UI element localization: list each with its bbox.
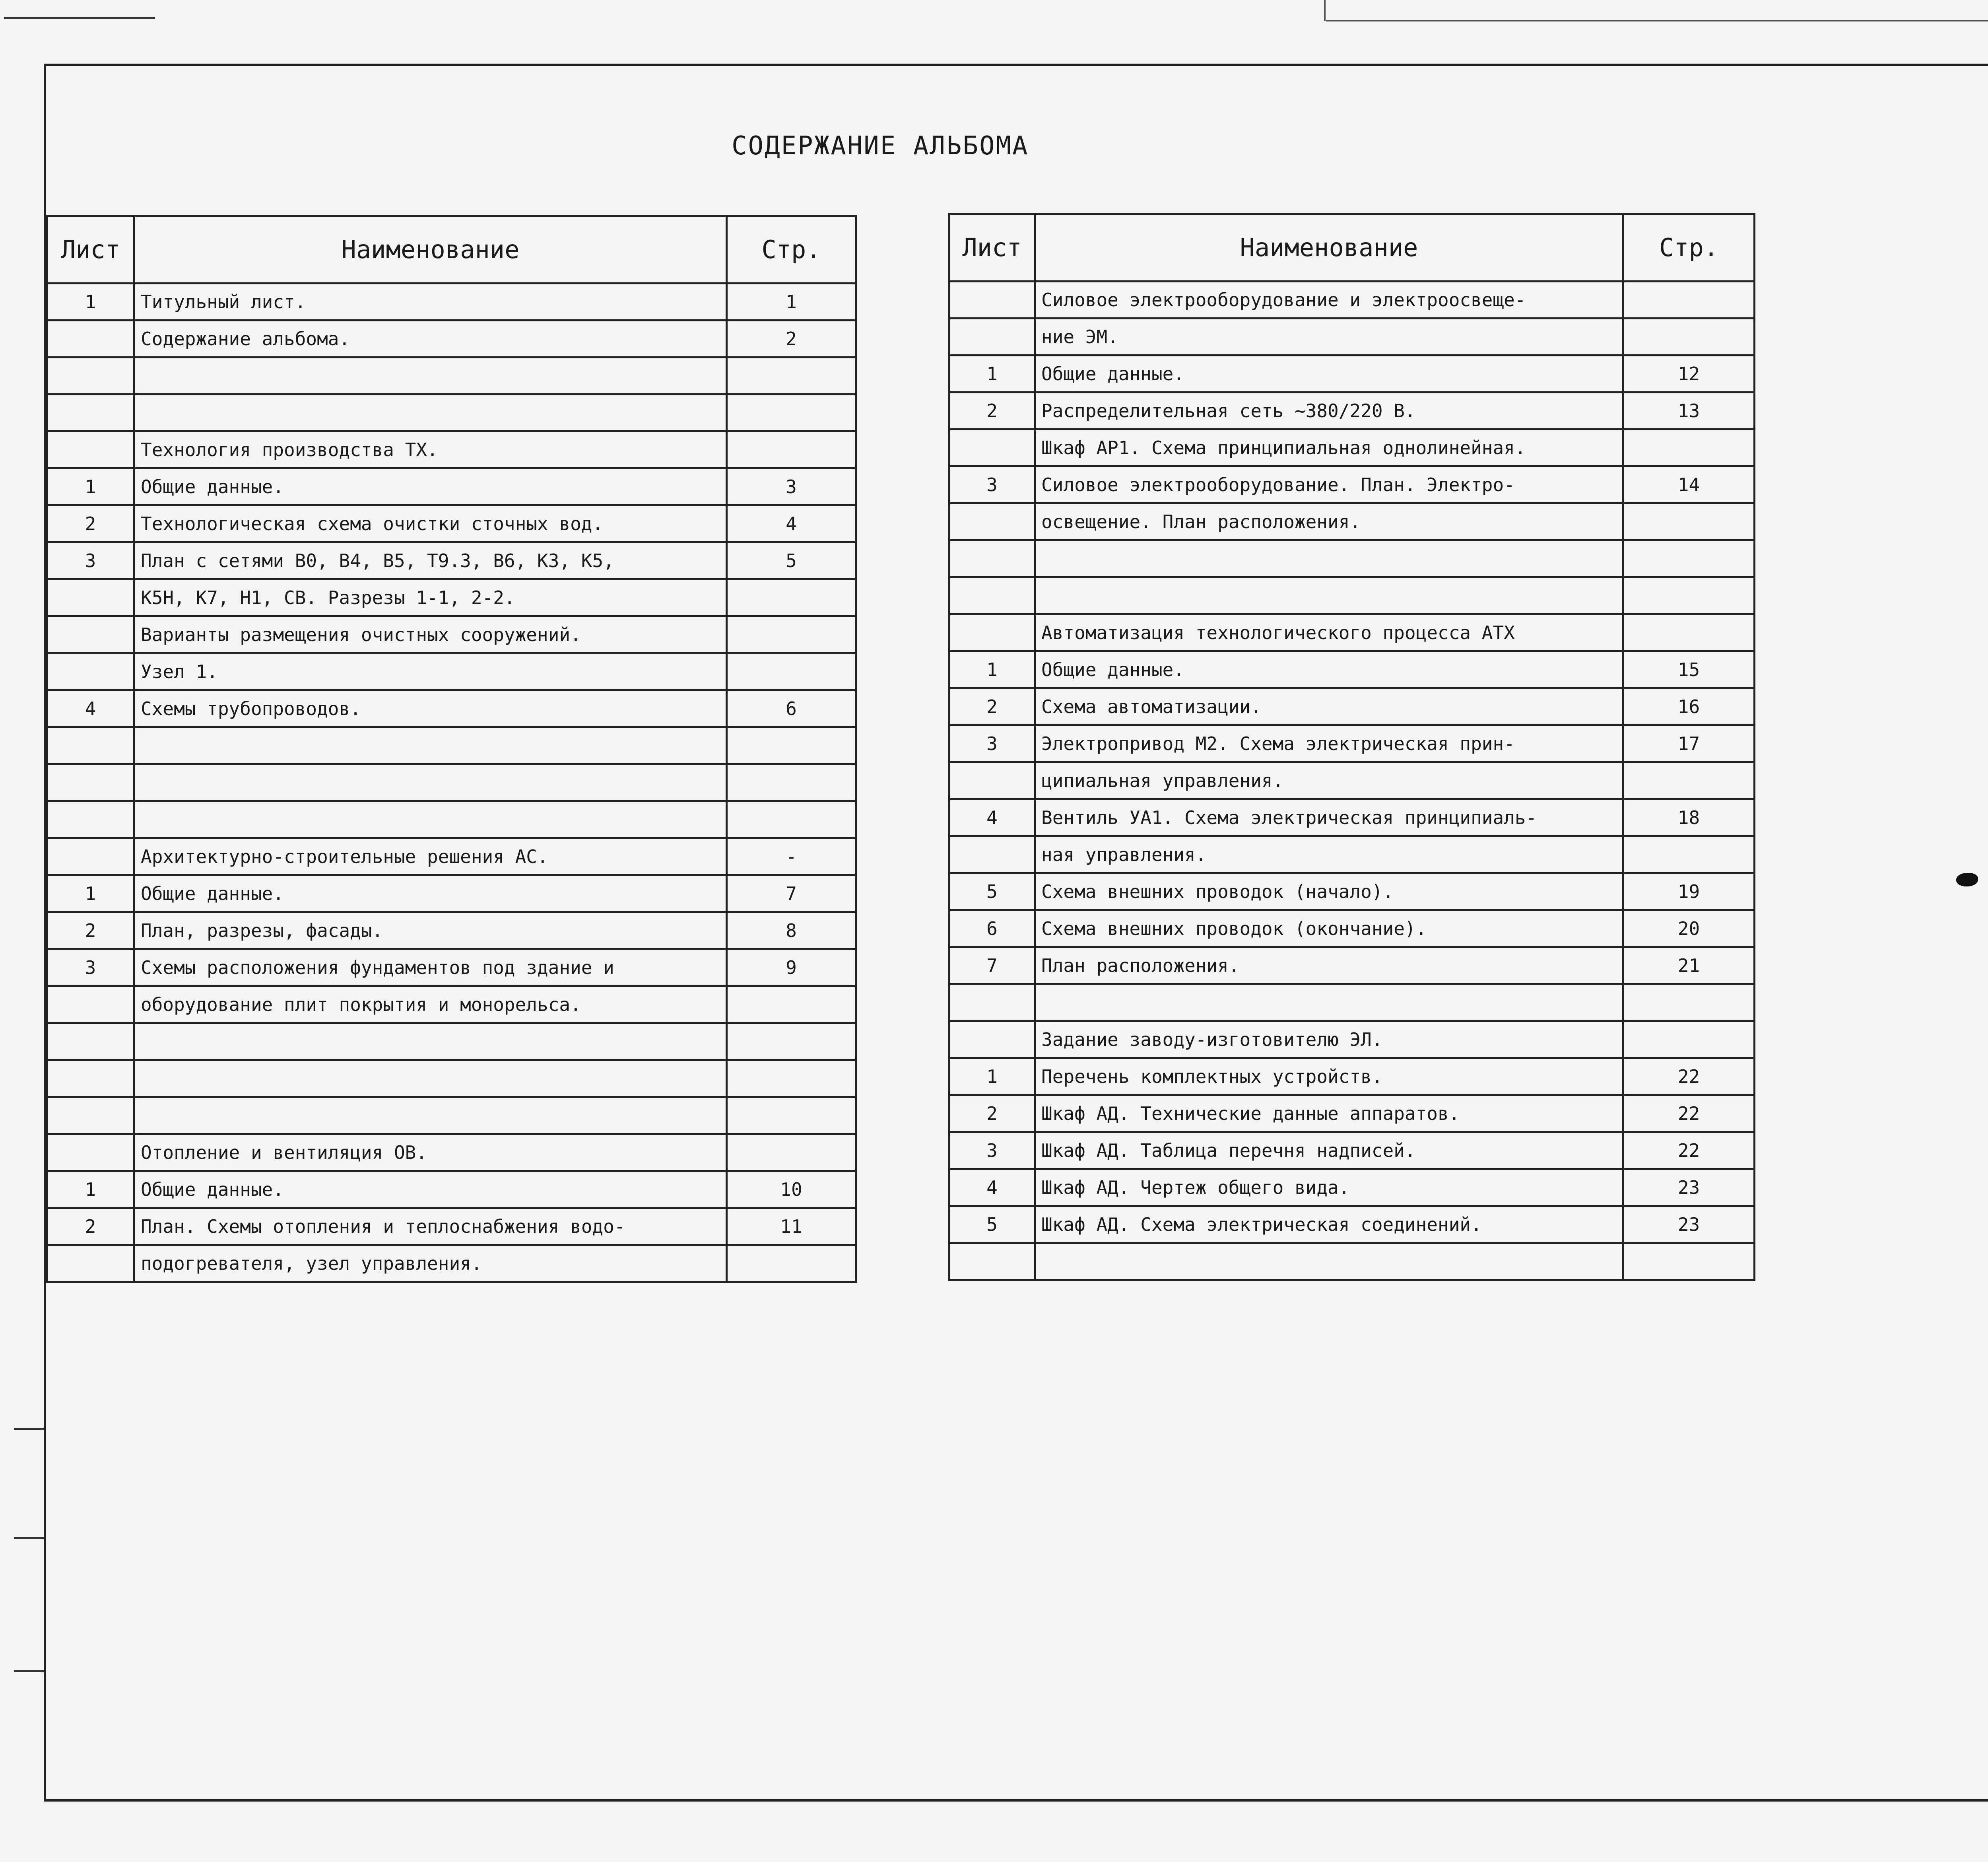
cell-name: Схемы трубопроводов.: [134, 690, 727, 727]
cell-sheet: [949, 430, 1035, 466]
cell-name: Общие данные.: [1035, 651, 1623, 688]
table-row: [949, 466, 1755, 503]
cell-page: 1: [727, 284, 856, 321]
cell-sheet: 3: [949, 1132, 1035, 1169]
table-row: [47, 1097, 856, 1134]
cell-page: 7: [727, 875, 856, 912]
cell-sheet: [949, 319, 1035, 356]
table-row: [47, 838, 856, 875]
table-row: [47, 653, 856, 690]
cell-page: [1623, 836, 1755, 873]
cell-sheet: 4: [47, 690, 134, 727]
cell-page: 22: [1623, 1058, 1755, 1095]
cell-sheet: [949, 282, 1035, 319]
cell-sheet: [47, 986, 134, 1023]
table-row: [949, 799, 1755, 836]
cell-name: подогревателя, узел управления.: [134, 1245, 727, 1282]
cell-sheet: [47, 579, 134, 616]
cell-page: 22: [1623, 1132, 1755, 1169]
cell-sheet: [949, 503, 1035, 540]
table-row: [949, 910, 1755, 947]
cell-page: [727, 1023, 856, 1060]
cell-name: оборудование плит покрытия и монорельса.: [134, 986, 727, 1023]
table-row: [949, 762, 1755, 799]
cell-name: [134, 395, 727, 431]
table-row: [47, 616, 856, 653]
table-row: [949, 984, 1755, 1021]
binding-margin-tick: [14, 1428, 44, 1430]
cell-name: Технологическая схема очистки сточных вод.: [134, 505, 727, 542]
cell-page: -: [727, 838, 856, 875]
cell-sheet: 2: [47, 1208, 134, 1245]
table-row: [47, 284, 856, 321]
cell-page: 23: [1623, 1206, 1755, 1243]
cell-sheet: [47, 431, 134, 468]
cell-sheet: 2: [47, 505, 134, 542]
cell-sheet: 3: [949, 466, 1035, 503]
cell-name: Общие данные.: [134, 468, 727, 505]
cell-sheet: [949, 762, 1035, 799]
table-row: [47, 949, 856, 986]
cell-page: 13: [1623, 393, 1755, 430]
cell-sheet: 2: [47, 912, 134, 949]
table-row: [47, 727, 856, 764]
table-row: [949, 836, 1755, 873]
cell-page: [727, 801, 856, 838]
cell-sheet: 1: [47, 875, 134, 912]
cell-sheet: 2: [949, 1095, 1035, 1132]
cell-page: 17: [1623, 725, 1755, 762]
cell-page: 16: [1623, 688, 1755, 725]
cell-sheet: [949, 836, 1035, 873]
cell-page: 8: [727, 912, 856, 949]
cell-page: [727, 727, 856, 764]
table-row: [949, 356, 1755, 393]
cell-page: [727, 358, 856, 395]
cell-sheet: [47, 653, 134, 690]
cell-page: 12: [1623, 356, 1755, 393]
cell-page: 18: [1623, 799, 1755, 836]
table-row: [47, 986, 856, 1023]
cell-page: 23: [1623, 1169, 1755, 1206]
cell-page: 10: [727, 1171, 856, 1208]
table-row: [47, 764, 856, 801]
cell-page: 22: [1623, 1095, 1755, 1132]
cell-name: План расположения.: [1035, 947, 1623, 984]
table-row: [47, 468, 856, 505]
cell-page: 6: [727, 690, 856, 727]
cell-page: [727, 1097, 856, 1134]
cell-name: [134, 1060, 727, 1097]
cell-sheet: [47, 1134, 134, 1171]
cell-name: Отопление и вентиляция ОВ.: [134, 1134, 727, 1171]
table-row: [47, 801, 856, 838]
table-row: [949, 873, 1755, 910]
table-row: [949, 725, 1755, 762]
column-header-sheet: Лист: [949, 214, 1035, 282]
cell-page: [1623, 540, 1755, 577]
table-row: [949, 1132, 1755, 1169]
column-header-name: Наименование: [1035, 214, 1623, 282]
cell-sheet: [949, 540, 1035, 577]
table-row: [47, 1171, 856, 1208]
cell-page: [1623, 319, 1755, 356]
cell-name: [134, 764, 727, 801]
cell-page: [727, 653, 856, 690]
cell-sheet: [47, 764, 134, 801]
cell-page: [727, 986, 856, 1023]
binding-margin-tick: [14, 1670, 44, 1672]
table-row: [47, 1208, 856, 1245]
cell-page: [1623, 1243, 1755, 1280]
cell-name: [134, 801, 727, 838]
cell-page: [727, 764, 856, 801]
cell-name: План с сетями В0, В4, В5, Т9.3, В6, К3, К5,: [134, 542, 727, 579]
table-row: [47, 1060, 856, 1097]
table-row: [949, 282, 1755, 319]
cell-page: 5: [727, 542, 856, 579]
table-row: [47, 875, 856, 912]
binding-margin-tick: [14, 1537, 44, 1539]
cell-sheet: 5: [949, 1206, 1035, 1243]
cell-name: [1035, 984, 1623, 1021]
cell-sheet: [47, 801, 134, 838]
cell-sheet: 2: [949, 688, 1035, 725]
table-row: [47, 579, 856, 616]
table-row: [949, 614, 1755, 651]
cell-page: [727, 395, 856, 431]
cell-name: Шкаф АР1. Схема принципиальная однолинейная.: [1035, 430, 1623, 466]
cell-name: Архитектурно-строительные решения АС.: [134, 838, 727, 875]
cell-sheet: [949, 984, 1035, 1021]
cell-page: 3: [727, 468, 856, 505]
table-row: [949, 540, 1755, 577]
cell-name: Задание заводу-изготовителю ЭЛ.: [1035, 1021, 1623, 1058]
cell-name: Схемы расположения фундаментов под здание и: [134, 949, 727, 986]
cell-name: [134, 1097, 727, 1134]
cell-sheet: 4: [949, 1169, 1035, 1206]
cell-sheet: 1: [949, 1058, 1035, 1095]
cell-name: [134, 1023, 727, 1060]
column-header-sheet: Лист: [47, 216, 134, 284]
cell-name: Силовое электрооборудование и электроосвеще-: [1035, 282, 1623, 319]
cell-sheet: 3: [949, 725, 1035, 762]
table-row: [47, 542, 856, 579]
table-row: [949, 1095, 1755, 1132]
cell-name: Шкаф АД. Технические данные аппаратов.: [1035, 1095, 1623, 1132]
cell-name: Содержание альбома.: [134, 321, 727, 358]
cell-sheet: [47, 838, 134, 875]
cell-name: План. Схемы отопления и теплоснабжения водо-: [134, 1208, 727, 1245]
cell-sheet: [47, 358, 134, 395]
cell-name: Общие данные.: [134, 875, 727, 912]
table-row: [47, 912, 856, 949]
table-row: [949, 947, 1755, 984]
contents-table-left: [46, 215, 857, 1283]
cell-sheet: [47, 1097, 134, 1134]
cell-name: Титульный лист.: [134, 284, 727, 321]
cell-name: освещение. План расположения.: [1035, 503, 1623, 540]
cell-page: [727, 616, 856, 653]
table-row: [949, 1169, 1755, 1206]
cell-name: Автоматизация технологического процесса АТХ: [1035, 614, 1623, 651]
cell-page: [1623, 503, 1755, 540]
cell-sheet: 7: [949, 947, 1035, 984]
table-row: [47, 1134, 856, 1171]
cell-name: Силовое электрооборудование. План. Электро-: [1035, 466, 1623, 503]
top-divider-tick: [1324, 0, 1326, 21]
cell-page: [1623, 577, 1755, 614]
top-border-line: [1326, 20, 1988, 21]
cell-name: Электропривод М2. Схема электрическая прин-: [1035, 725, 1623, 762]
cell-page: [1623, 984, 1755, 1021]
cell-sheet: 5: [949, 873, 1035, 910]
table-header-row: [47, 216, 856, 284]
table-row: [949, 393, 1755, 430]
table-row: [949, 503, 1755, 540]
cell-sheet: 1: [47, 468, 134, 505]
cell-page: 14: [1623, 466, 1755, 503]
table-row: [47, 395, 856, 431]
cell-page: [1623, 762, 1755, 799]
top-border-fragment: [4, 17, 155, 19]
cell-page: [1623, 430, 1755, 466]
cell-sheet: [949, 577, 1035, 614]
table-row: [949, 1021, 1755, 1058]
cell-name: План, разрезы, фасады.: [134, 912, 727, 949]
cell-sheet: 1: [47, 1171, 134, 1208]
cell-name: [134, 727, 727, 764]
cell-page: 15: [1623, 651, 1755, 688]
table-row: [47, 1023, 856, 1060]
cell-sheet: 3: [47, 949, 134, 986]
cell-sheet: [47, 1023, 134, 1060]
cell-name: Технология производства ТХ.: [134, 431, 727, 468]
table-row: [949, 319, 1755, 356]
table-header-row: [949, 214, 1755, 282]
page-title: СОДЕРЖАНИЕ АЛЬБОМА: [732, 131, 1029, 161]
table-row: [949, 577, 1755, 614]
cell-name: Вентиль УА1. Схема электрическая принципиаль-: [1035, 799, 1623, 836]
cell-page: 11: [727, 1208, 856, 1245]
table-row: [47, 358, 856, 395]
cell-name: [1035, 577, 1623, 614]
cell-page: [1623, 282, 1755, 319]
table-row: [47, 431, 856, 468]
cell-sheet: [47, 1245, 134, 1282]
cell-name: Схема внешних проводок (окончание).: [1035, 910, 1623, 947]
contents-table-right: [948, 213, 1755, 1281]
table-row: [949, 1206, 1755, 1243]
table-row: [47, 321, 856, 358]
cell-name: Шкаф АД. Таблица перечня надписей.: [1035, 1132, 1623, 1169]
cell-name: ние ЭМ.: [1035, 319, 1623, 356]
cell-sheet: 1: [47, 284, 134, 321]
cell-page: [727, 579, 856, 616]
cell-sheet: [47, 395, 134, 431]
table-row: [949, 430, 1755, 466]
cell-page: 2: [727, 321, 856, 358]
cell-sheet: [47, 321, 134, 358]
table-row: [949, 688, 1755, 725]
cell-name: Общие данные.: [134, 1171, 727, 1208]
cell-name: Схема внешних проводок (начало).: [1035, 873, 1623, 910]
cell-name: Общие данные.: [1035, 356, 1623, 393]
cell-name: ципиальная управления.: [1035, 762, 1623, 799]
table-row: [47, 690, 856, 727]
cell-name: [1035, 1243, 1623, 1280]
cell-name: Шкаф АД. Схема электрическая соединений.: [1035, 1206, 1623, 1243]
cell-sheet: 4: [949, 799, 1035, 836]
cell-name: Шкаф АД. Чертеж общего вида.: [1035, 1169, 1623, 1206]
cell-page: [727, 1060, 856, 1097]
cell-page: 20: [1623, 910, 1755, 947]
cell-sheet: [47, 1060, 134, 1097]
cell-sheet: [47, 727, 134, 764]
cell-sheet: 3: [47, 542, 134, 579]
ink-blot: [1956, 873, 1978, 886]
table-row: [949, 1058, 1755, 1095]
column-header-page: Стр.: [727, 216, 856, 284]
cell-page: 4: [727, 505, 856, 542]
cell-name: Распределительная сеть ~380/220 В.: [1035, 393, 1623, 430]
cell-sheet: [949, 614, 1035, 651]
cell-page: [727, 431, 856, 468]
column-header-name: Наименование: [134, 216, 727, 284]
cell-sheet: 6: [949, 910, 1035, 947]
cell-name: К5Н, К7, Н1, СВ. Разрезы 1-1, 2-2.: [134, 579, 727, 616]
column-header-page: Стр.: [1623, 214, 1755, 282]
table-row: [47, 505, 856, 542]
cell-page: [1623, 614, 1755, 651]
cell-sheet: 1: [949, 651, 1035, 688]
table-row: [949, 651, 1755, 688]
cell-name: Перечень комплектных устройств.: [1035, 1058, 1623, 1095]
cell-page: [1623, 1021, 1755, 1058]
table-row: [47, 1245, 856, 1282]
cell-name: [134, 358, 727, 395]
cell-page: 21: [1623, 947, 1755, 984]
cell-sheet: 2: [949, 393, 1035, 430]
cell-name: ная управления.: [1035, 836, 1623, 873]
cell-page: 19: [1623, 873, 1755, 910]
cell-name: Варианты размещения очистных сооружений.: [134, 616, 727, 653]
cell-sheet: [949, 1243, 1035, 1280]
cell-sheet: [949, 1021, 1035, 1058]
cell-sheet: [47, 616, 134, 653]
table-row: [949, 1243, 1755, 1280]
cell-page: 9: [727, 949, 856, 986]
cell-name: Узел 1.: [134, 653, 727, 690]
cell-name: [1035, 540, 1623, 577]
cell-page: [727, 1245, 856, 1282]
cell-sheet: 1: [949, 356, 1035, 393]
cell-page: [727, 1134, 856, 1171]
cell-name: Схема автоматизации.: [1035, 688, 1623, 725]
